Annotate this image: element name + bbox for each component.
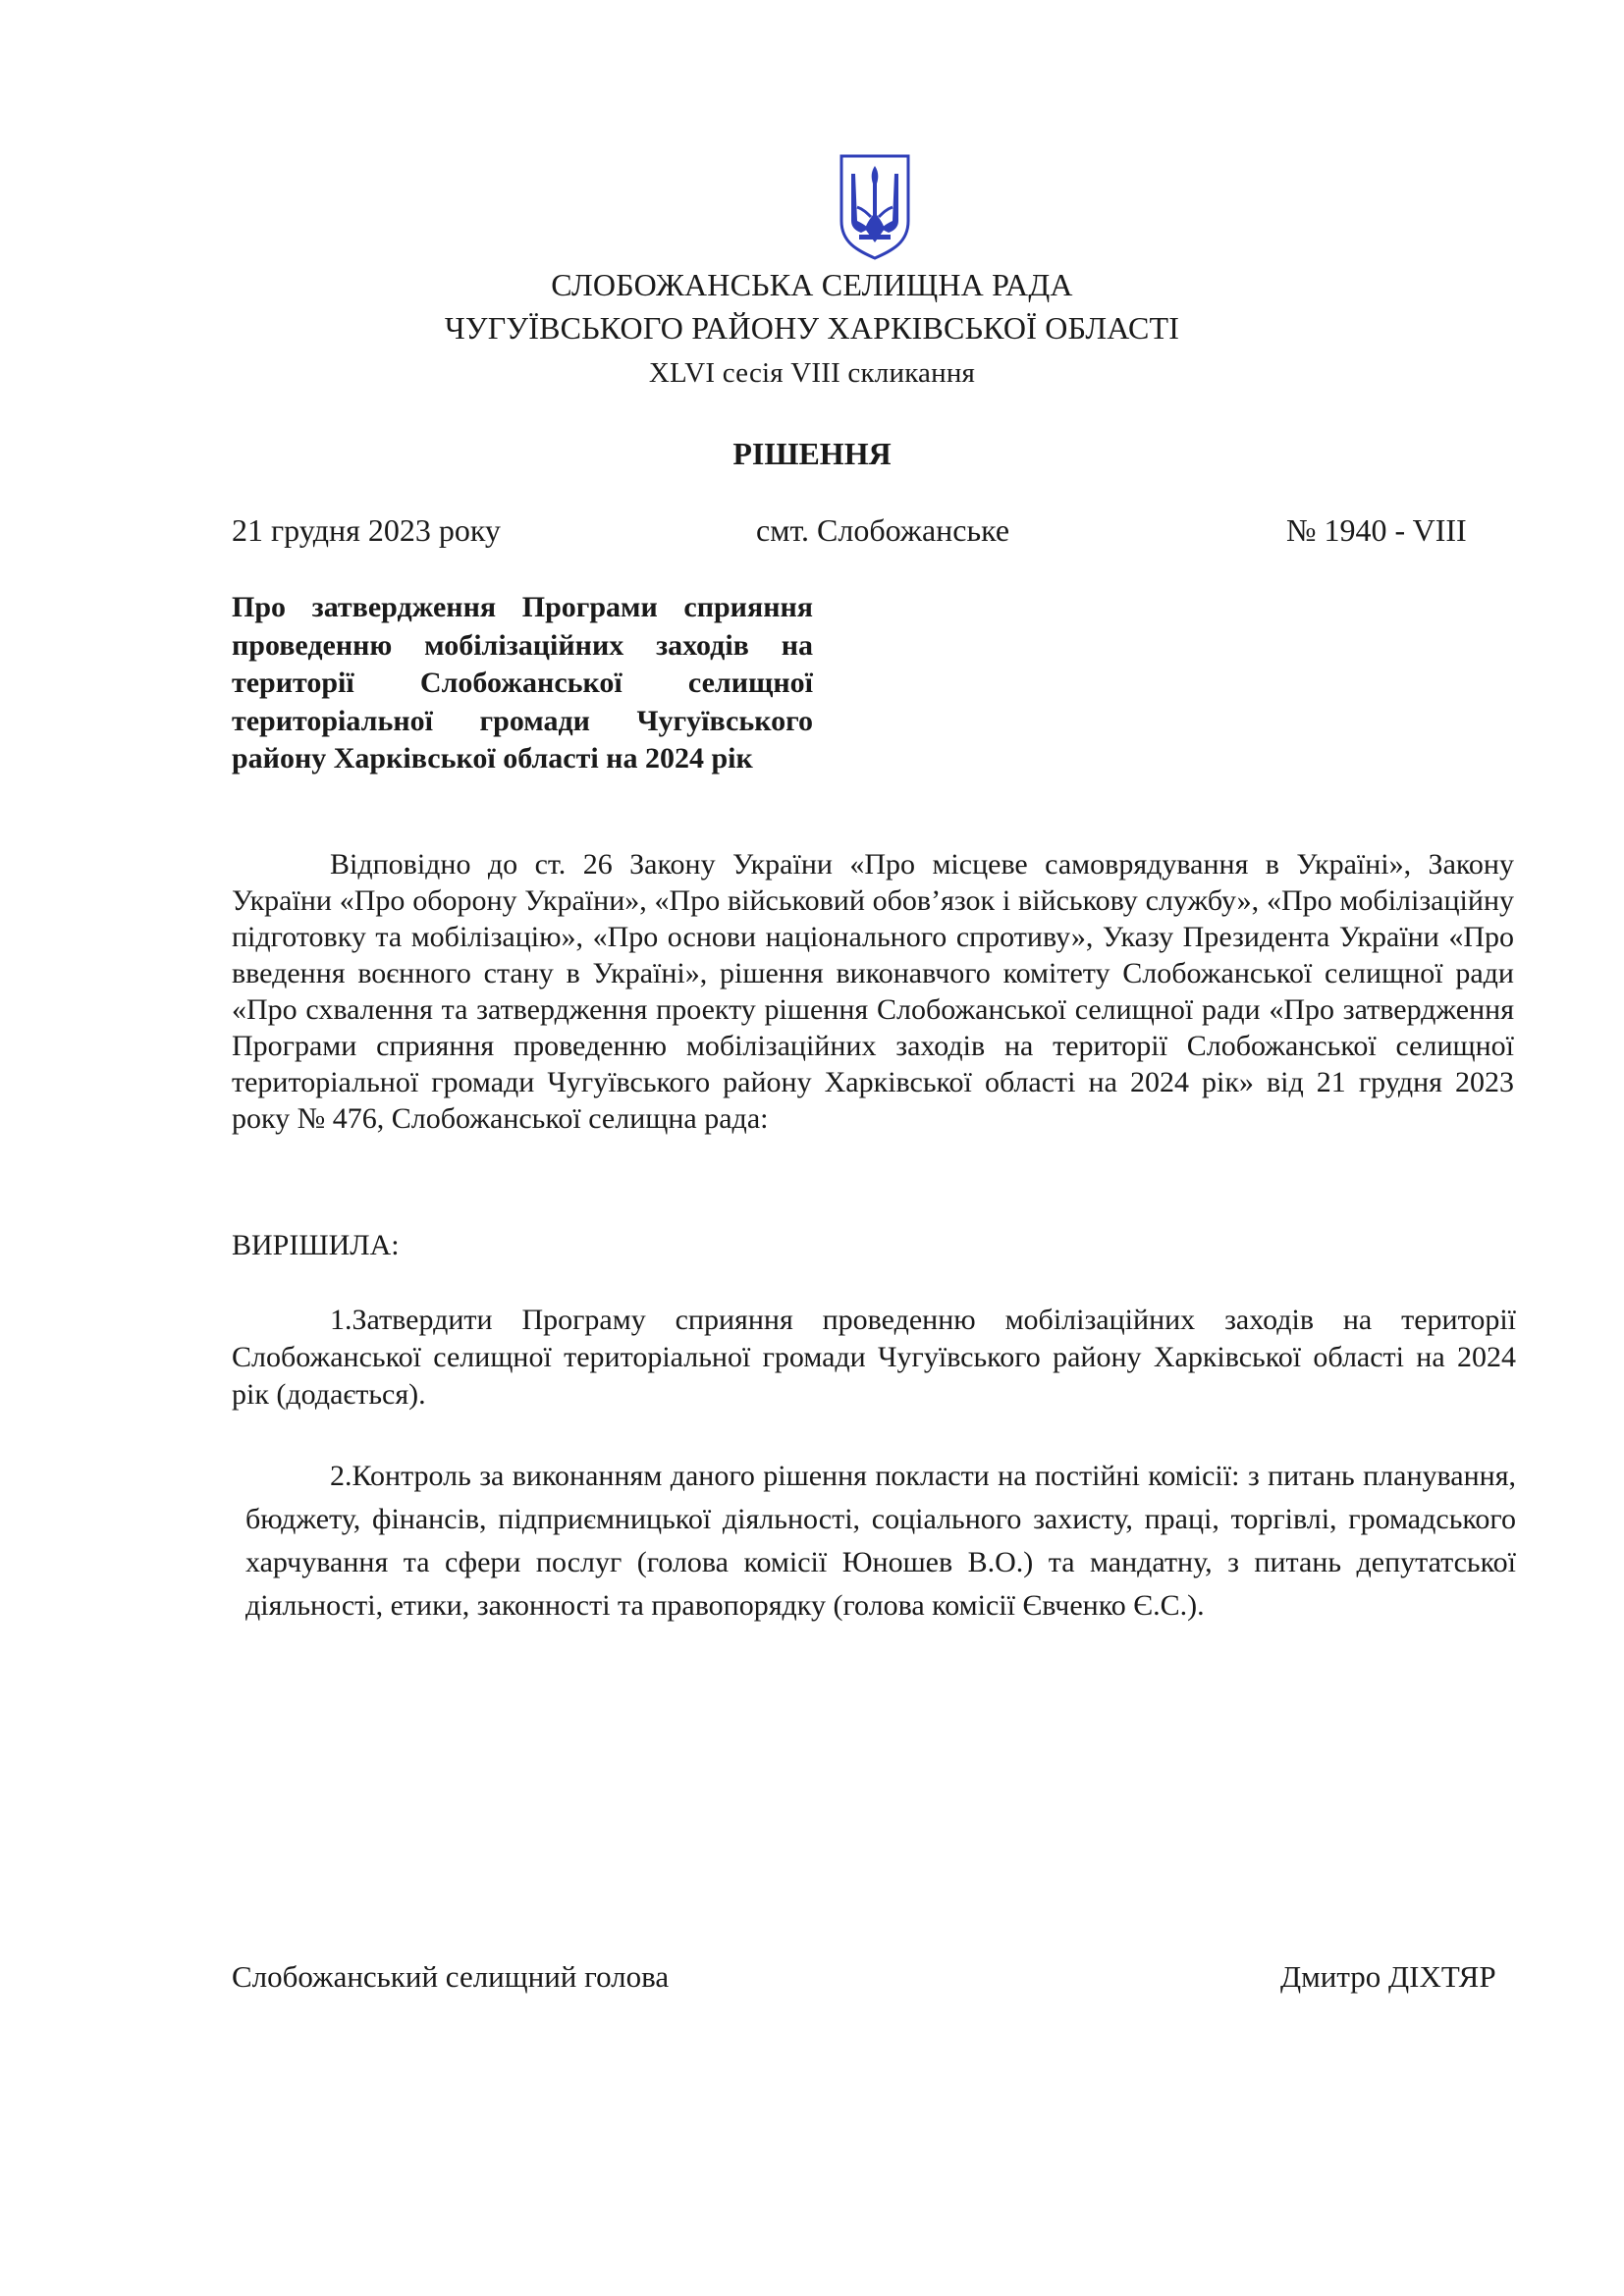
council-name: СЛОБОЖАНСЬКА СЕЛИЩНА РАДА: [551, 267, 1073, 302]
district-name: ЧУГУЇВСЬКОГО РАЙОНУ ХАРКІВСЬКОЇ ОБЛАСТІ: [444, 310, 1180, 346]
signatory-name: Дмитро ДІХТЯР: [1280, 1959, 1496, 1994]
resolution-item-2: 2.Контроль за виконанням даного рішення покласти на постійні комісії: з питань планування, бюджету, фінансів, підприємницької діяльності, соціального захисту, праці, торгівлі, громадського харчування та сфери послуг (голова комісії Юношев В.О.) та мандатну, з питань депутатської діяльності, етики, законності та правопорядку (голова комісії Євченко Є.С.).: [245, 1460, 1516, 1622]
decision-subject: Про затвердження Програми сприяння проведенню мобілізаційних заходів на території Слобожанської селищної територіальної громади Чугуївського району Харківської області на 2024 рік: [232, 591, 813, 774]
trident-coat-of-arms-icon: [838, 152, 912, 262]
resolution-item-1: 1.Затвердити Програму сприяння проведенню мобілізаційних заходів на території Слобожанської селищної територіальної громади Чугуївського району Харківської області на 2024 рік (додається).: [232, 1304, 1516, 1411]
decision-date: 21 грудня 2023 року: [232, 512, 501, 548]
decision-place: смт. Слобожанське: [756, 512, 1010, 548]
signatory-title: Слобожанський селищний голова: [232, 1959, 670, 1994]
decision-number: № 1940 - VIII: [1286, 512, 1467, 548]
session-name: XLVI сесія VIII скликання: [648, 357, 976, 389]
document-title: РІШЕННЯ: [732, 436, 892, 471]
basis-paragraph: Відповідно до ст. 26 Закону України «Про місцеве самоврядування в Україні», Закону України «Про оборону України», «Про військовий обов’язок і військову службу», «Про мобілізаційну підготовку та мобілізацію», «Про основи національного спротиву», Указу Президента України «Про введення воєнного стану в Україні», рішення виконавчого комітету Слобожанської селищної ради «Про схвалення та затвердження проекту рішення Слобожанської селищної ради «Про затвердження Програми сприяння проведенню мобілізаційних заходів на території Слобожанської селищної територіальної громади Чугуївського району Харківської області на 2024 рік» від 21 грудня 2023 року № 476, Слобожанської селищна рада:: [232, 848, 1514, 1135]
resolved-heading: ВИРІШИЛА:: [232, 1229, 400, 1261]
